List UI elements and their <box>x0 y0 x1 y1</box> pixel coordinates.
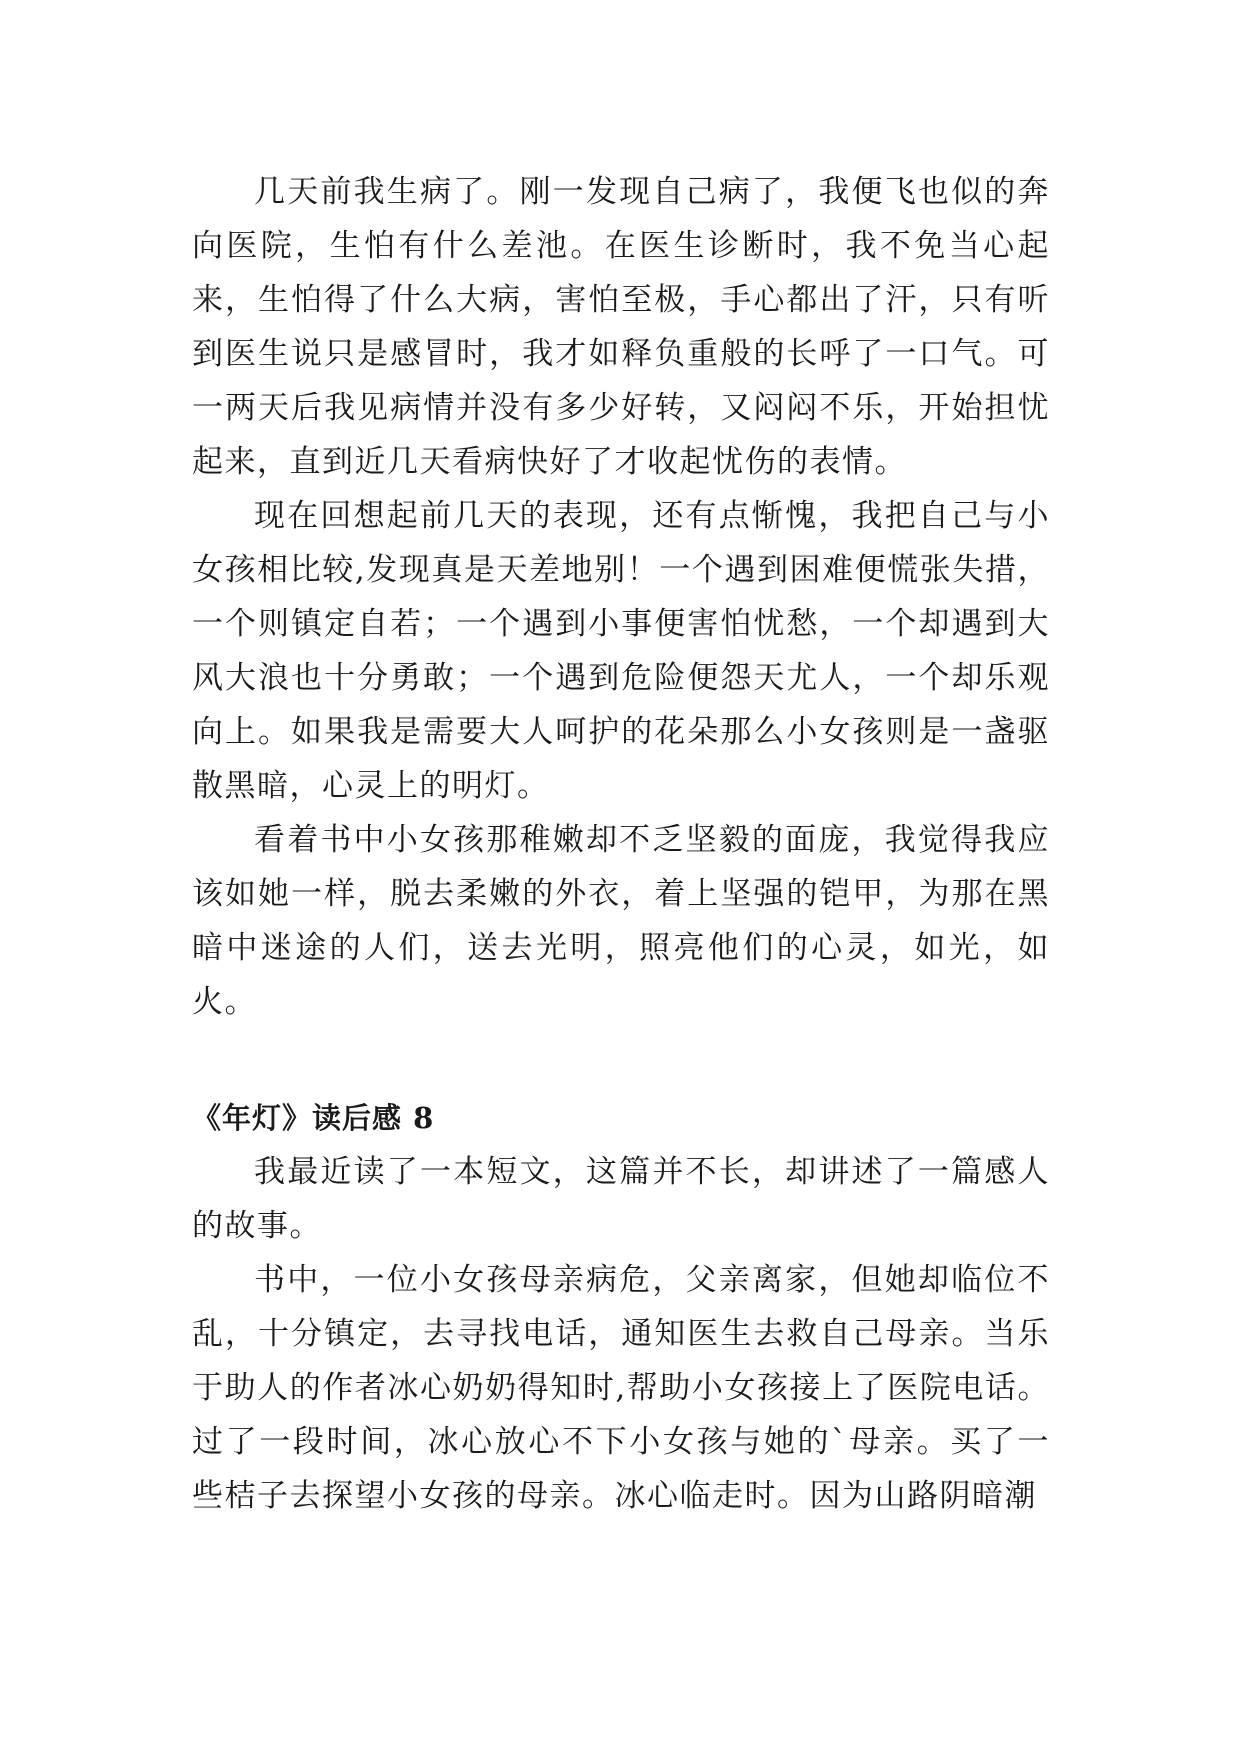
body-paragraph: 看着书中小女孩那稚嫩却不乏坚毅的面庞，我觉得我应该如她一样，脱去柔嫩的外衣，着上坚强的铠甲，为那在黑暗中迷途的人们，送去光明，照亮他们的心灵，如光，如火。 <box>192 822 1050 1020</box>
body-paragraph: 几天前我生病了。刚一发现自己病了，我便飞也似的奔向医院，生怕有什么差池。在医生诊断时，我不免当心起来，生怕得了什么大病，害怕至极，手心都出了汗，只有听到医生说只是感冒时，我才如释负重般的长呼了一口气。可一两天后我见病情并没有多少好转，又闷闷不乐，开始担忧起来，直到近几天看病快好了才收起忧伤的表情。 <box>192 174 1050 480</box>
section-title: 《年灯》读后感 8 <box>192 1101 435 1135</box>
body-paragraph: 现在回想起前几天的表现，还有点惭愧，我把自己与小女孩相比较,发现真是天差地别！一个遇到困难便慌张失措，一个则镇定自若；一个遇到小事便害怕忧愁，一个却遇到大风大浪也十分勇敢；一个遇到危险便怨天尤人，一个却乐观向上。如果我是需要大人呵护的花朵那么小女孩则是一盏驱散黑暗，心灵上的明灯。 <box>192 498 1050 804</box>
body-paragraph: 书中，一位小女孩母亲病危，父亲离家，但她却临位不乱，十分镇定，去寻找电话，通知医生去救自己母亲。当乐于助人的作者冰心奶奶得知时,帮助小女孩接上了医院电话。过了一段时间，冰心放心不下小女孩与她的`母亲。买了一些桔子去探望小女孩的母亲。冰心临走时。因为山路阴暗潮 <box>192 1262 1050 1514</box>
document-page <box>192 165 1050 1523</box>
body-paragraph: 我最近读了一本短文，这篇并不长，却讲述了一篇感人的故事。 <box>192 1154 1050 1244</box>
